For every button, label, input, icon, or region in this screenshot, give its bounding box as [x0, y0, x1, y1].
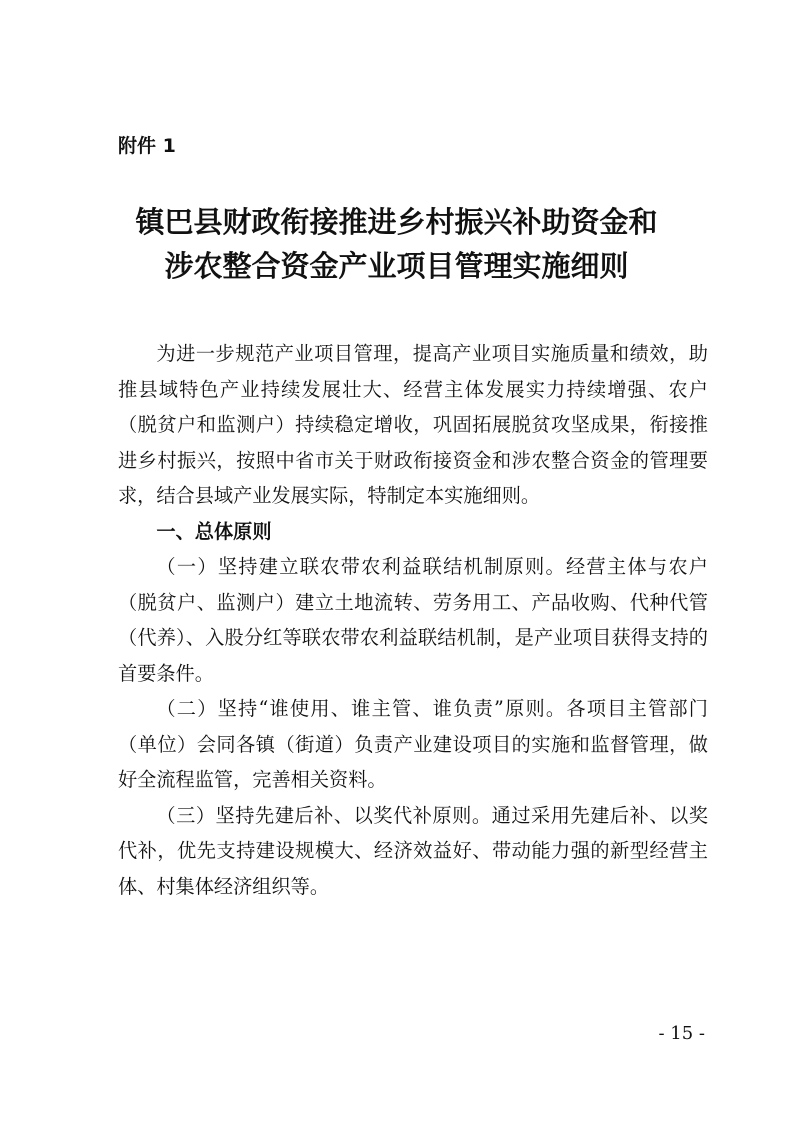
section-heading: 一、总体原则 [156, 519, 272, 543]
attachment-label: 附件 1 [118, 135, 176, 157]
intro-paragraph: 为进一步规范产业项目管理，提高产业项目实施质量和绩效，助推县域特色产业持续发展壮大、经营主体发展实力持续增强、农户（脱贫户和监测户）持续稳定增收，巩固拓展脱贫攻坚成果，衔接推进乡村振兴，按照中省市关于财政衔接资金和涉农整合资金的管理要求，结合县域产业发展实际，特制定本实施细则。 [118, 342, 708, 507]
principle-paragraph-1: （一）坚持建立联农带农利益联结机制原则。经营主体与农户（脱贫户、监测户）建立土地流转、劳务用工、产品收购、代种代管（代养）、入股分红等联农带农利益联结机制，是产业项目获得支持的首要条件。 [118, 555, 708, 685]
principle-paragraph-3: （三）坚持先建后补、以奖代补原则。通过采用先建后补、以奖代补，优先支持建设规模大、经济效益好、带动能力强的新型经营主体、村集体经济组织等。 [118, 803, 708, 898]
title-line-2: 涉农整合资金产业项目管理实施细则 [164, 249, 629, 283]
document-body [118, 336, 708, 904]
document-title [0, 200, 793, 288]
title-line-1: 镇巴县财政衔接推进乡村振兴补助资金和 [135, 205, 658, 239]
principle-paragraph-2: （二）坚持“谁使用、谁主管、谁负责”原则。各项目主管部门（单位）会同各镇（街道）负责产业建设项目的实施和监督管理，做好全流程监管，完善相关资料。 [118, 697, 708, 791]
page-number: - 15 - [658, 1023, 705, 1044]
